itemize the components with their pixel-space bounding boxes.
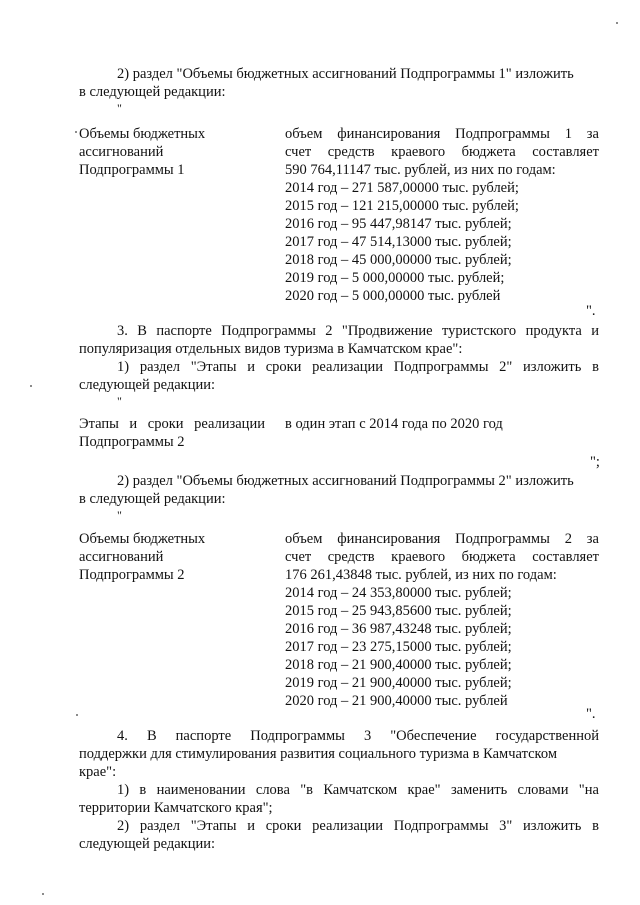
word: 1) [117,359,130,375]
word: 1 [564,126,572,142]
word: слова [255,782,290,798]
word: краевого [391,549,446,565]
table-label-line: Подпрограммы 1 [79,162,185,178]
paragraph-line [117,727,599,745]
word: реализации [312,359,384,375]
word: сроки [265,359,302,375]
word: счет [285,549,312,565]
paragraph-line: в следующей редакции: [79,84,226,100]
table-label-line: Подпрограммы 2 [79,434,185,450]
word: В [146,728,157,744]
table-value-line: 2017 год – 47 514,13000 тыс. рублей; [285,234,512,250]
word: "в [300,782,313,798]
word: за [586,531,599,547]
word: "на [578,782,599,798]
table-value-line: 176 261,43848 тыс. рублей, из них по годам: [285,567,557,583]
word: 2 [325,323,333,339]
word: продукта [525,323,582,339]
word: средств [327,549,375,565]
word: 3. [117,323,128,339]
word: составляет [532,144,599,160]
table-value-line: 2014 год – 24 353,80000 тыс. рублей; [285,585,512,601]
word: объем [285,126,323,142]
word: счет [285,144,312,160]
table-value-line: 2015 год – 25 943,85600 тыс. рублей; [285,603,512,619]
word: раздел [139,818,181,834]
word: краевого [391,144,446,160]
open-quote: " [117,508,122,522]
word: раздел [139,359,181,375]
table-value-line: 2016 год – 95 447,98147 тыс. рублей; [285,216,512,232]
table-value-line: 2016 год – 36 987,43248 тыс. рублей; [285,621,512,637]
scan-speck [76,714,78,716]
word: средств [327,144,375,160]
table-value-line [285,548,599,566]
word: 2 [564,531,572,547]
word: в [139,782,147,798]
word: 2" [499,359,513,375]
paragraph-line [117,322,599,340]
word: 2) [117,818,130,834]
word: 3 [363,728,372,744]
word: туристского [441,323,517,339]
table-value-line: 2017 год – 23 275,15000 тыс. рублей; [285,639,512,655]
paragraph-line: следующей редакции: [79,377,216,393]
word: паспорте [175,728,232,744]
paragraph-line: поддержки для стимулирования развития социального туризма в Камчатском [79,746,557,762]
paragraph-line: территории Камчатского края"; [79,800,273,816]
paragraph-line: 2) раздел "Объемы бюджетных ассигнований Подпрограммы 1" изложить [117,66,574,82]
word: Подпрограммы [393,359,489,375]
table-value-line: 590 764,11147 тыс. рублей, из них по годам: [285,162,556,178]
table-value-line: 2015 год – 121 215,00000 тыс. рублей; [285,198,519,214]
close-quote: ". [586,303,596,319]
word: и [247,818,255,834]
word: Подпрограммы [393,818,489,834]
word: объем [285,531,323,547]
table-label-line [79,415,265,433]
word: финансирования [337,126,441,142]
paragraph-line: крае": [79,764,117,780]
paragraph-line [117,817,599,835]
close-quote: "; [590,454,600,470]
table-value-line: 2018 год – 21 900,40000 тыс. рублей; [285,657,512,673]
word: "Этапы [190,359,237,375]
table-label-line: ассигнований [79,144,164,160]
word: Камчатском [323,782,398,798]
word: "Этапы [190,818,237,834]
word: в [592,818,599,834]
word: крае" [407,782,441,798]
word: за [586,126,599,142]
word: изложить [523,818,582,834]
word: Подпрограммы [221,323,316,339]
table-value-line: в один этап с 2014 года по 2020 год [285,416,503,432]
paragraph-line: 2) раздел "Объемы бюджетных ассигнований Подпрограммы 2" изложить [117,473,574,489]
table-value-line [285,125,599,143]
paragraph-line [117,781,599,799]
scan-speck [616,22,618,24]
table-value-line [285,143,599,161]
close-quote: ". [586,706,596,722]
word: сроки [147,416,184,432]
table-value-line: 2020 год – 21 900,40000 тыс. рублей [285,693,508,709]
word: и [129,416,138,432]
word: изложить [523,359,582,375]
word: Подпрограммы [455,531,550,547]
table-label-line: Объемы бюджетных [79,126,206,142]
word: сроки [265,818,302,834]
word: составляет [532,549,599,565]
paragraph-line: следующей редакции: [79,836,216,852]
word: 1) [117,782,130,798]
word: бюджета [461,549,516,565]
paragraph-line [117,358,599,376]
word: и [591,323,599,339]
word: 3" [499,818,513,834]
scan-speck [30,385,32,387]
word: Подпрограммы [455,126,550,142]
word: В [137,323,147,339]
word: "Обеспечение [390,728,477,744]
scan-speck [42,893,44,895]
table-value-line: 2020 год – 5 000,00000 тыс. рублей [285,288,501,304]
table-label-line: Подпрограммы 2 [79,567,185,583]
paragraph-line: в следующей редакции: [79,491,226,507]
table-value-line: 2018 год – 45 000,00000 тыс. рублей; [285,252,512,268]
word: государственной [495,728,599,744]
word: 4. [117,728,128,744]
word: словами [517,782,569,798]
open-quote: " [117,394,122,408]
word: паспорте [156,323,212,339]
word: бюджета [461,144,516,160]
word: наименовании [156,782,246,798]
word: Этапы [79,416,119,432]
table-value-line: 2019 год – 5 000,00000 тыс. рублей; [285,270,505,286]
word: и [247,359,255,375]
table-value-line: 2014 год – 271 587,00000 тыс. рублей; [285,180,519,196]
word: реализации [312,818,384,834]
word: финансирования [337,531,441,547]
open-quote: " [117,101,122,115]
table-value-line [285,530,599,548]
word: Подпрограммы [250,728,345,744]
word: реализации [194,416,265,432]
table-label-line: Объемы бюджетных [79,531,206,547]
word: заменить [450,782,508,798]
table-label-line: ассигнований [79,549,164,565]
word: "Продвижение [341,323,433,339]
word: в [592,359,599,375]
table-value-line: 2019 год – 21 900,40000 тыс. рублей; [285,675,512,691]
paragraph-line: популяризация отдельных видов туризма в Камчатском крае": [79,341,463,357]
scan-speck [75,131,77,133]
